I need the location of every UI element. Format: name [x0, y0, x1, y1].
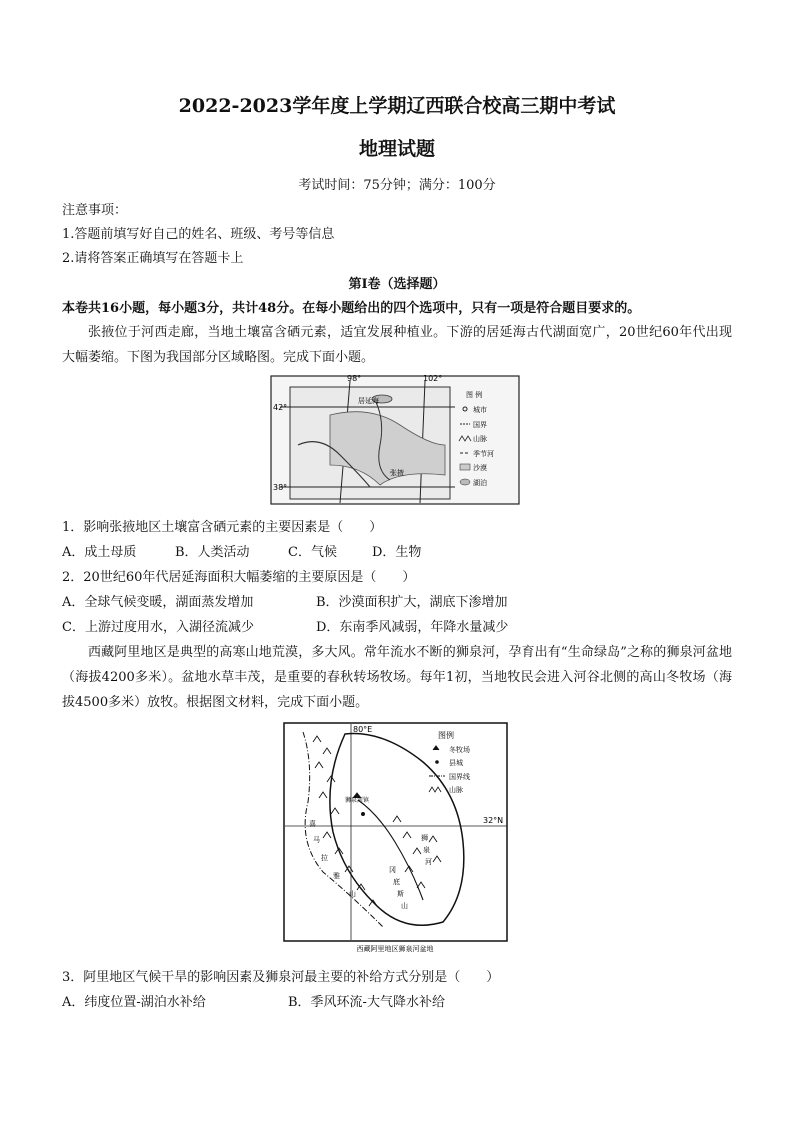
question-2-stem: 2．20世纪60年代居延海面积大幅萎缩的主要原因是（ ） [62, 570, 416, 585]
lon-label: 80°E [353, 725, 373, 734]
range-label: 雅 [333, 872, 340, 880]
place-label: 狮泉河镇 [345, 797, 370, 804]
question-2-option-a: A．全球气候变暖，湖面蒸发增加 [62, 595, 254, 610]
question-3-option-a: A．纬度位置-湖泊水补给 [62, 995, 206, 1010]
question-3-stem: 3．阿里地区气候干旱的影响因素及狮泉河最主要的补给方式分别是（ ） [62, 970, 500, 985]
legend-item: 沙漠 [473, 464, 487, 472]
question-1-option-b: B．人类活动 [175, 545, 250, 560]
notice-item: 1.答题前填写好自己的姓名、班级、考号等信息 [62, 227, 335, 242]
river-label: 狮 [421, 834, 428, 842]
lat-label: 32°N [483, 816, 504, 825]
lat-label: 38° [273, 483, 288, 492]
range-label: 山 [349, 890, 356, 898]
section-title: 第I卷（选择题） [348, 277, 446, 292]
legend-item: 国界 [473, 421, 487, 429]
passage-2: 西藏阿里地区是典型的高寒山地荒漠，多大风。常年流水不断的狮泉河，孕育出有“生命绿岛”之称的狮泉河盆地（海拔4200多米）。盆地水草丰茂，是重要的春秋转场牧场。每年1初，当地牧民会进入河谷北侧的高山冬牧场（海拔4500多米）放牧。根据图文材料，完成下面小题。 [62, 645, 732, 710]
lat-label: 42° [273, 403, 288, 412]
legend-title: 图例 [438, 731, 454, 740]
map-caption: 西藏阿里地区狮泉河盆地 [356, 945, 434, 953]
river-label: 泉 [423, 846, 430, 854]
mountain-label: 底 [393, 878, 400, 886]
mountain-label: 冈 [389, 866, 396, 874]
notice-heading: 注意事项： [62, 203, 128, 218]
question-1-stem: 1．影响张掖地区土壤富含硒元素的主要因素是（ ） [62, 520, 383, 535]
range-label: 马 [313, 836, 320, 844]
question-1-option-d: D．生物 [372, 545, 422, 560]
river-label: 河 [425, 858, 432, 866]
lon-label: 98° [347, 375, 362, 383]
mountain-label: 斯 [397, 890, 404, 898]
mountain-label: 山 [401, 902, 408, 910]
place-label: 居延海 [358, 397, 379, 405]
question-2-option-d: D．东南季风减弱，年降水量减少 [316, 620, 509, 635]
exam-title: 2022-2023学年度上学期辽西联合校高三期中考试 [178, 95, 616, 117]
notice-item: 2.请将答案正确填写在答题卡上 [62, 251, 244, 266]
lon-label: 102° [423, 375, 443, 383]
question-3-option-b: B．季风环流-大气降水补给 [288, 995, 445, 1010]
legend-item: 山脉 [449, 786, 463, 794]
region-map-1 [270, 375, 520, 505]
range-label: 喜 [309, 820, 316, 828]
region-map-2 [283, 722, 508, 954]
place-label: 张掖 [390, 469, 404, 477]
legend-item: 季节河 [473, 450, 494, 458]
legend-item: 湖泊 [473, 479, 487, 487]
passage-1: 张掖位于河西走廊，当地土壤富含硒元素，适宜发展种植业。下游的居延海古代湖面宽广，20世纪60年代出现大幅萎缩。下图为我国部分区域略图。完成下面小题。 [62, 325, 732, 365]
question-2-option-c: C．上游过度用水，入湖径流减少 [62, 620, 254, 635]
question-1-option-a: A．成土母质 [62, 545, 137, 560]
legend-item: 冬牧场 [449, 746, 470, 754]
question-2-option-b: B．沙漠面积扩大，湖底下渗增加 [316, 595, 508, 610]
question-1-option-c: C．气候 [288, 545, 337, 560]
range-label: 拉 [321, 854, 328, 862]
legend-title: 图 例 [466, 391, 483, 399]
legend-item: 城市 [473, 406, 487, 414]
legend-item: 国界线 [449, 773, 470, 781]
section-instruction: 本卷共16小题，每小题3分，共计48分。在每小题给出的四个选项中，只有一项是符合题目要求的。 [62, 301, 641, 316]
subject-title: 地理试题 [358, 138, 435, 160]
legend-item: 山脉 [473, 435, 487, 443]
exam-info: 考试时间：75分钟；满分：100分 [298, 178, 496, 193]
legend-item: 县城 [449, 759, 463, 767]
